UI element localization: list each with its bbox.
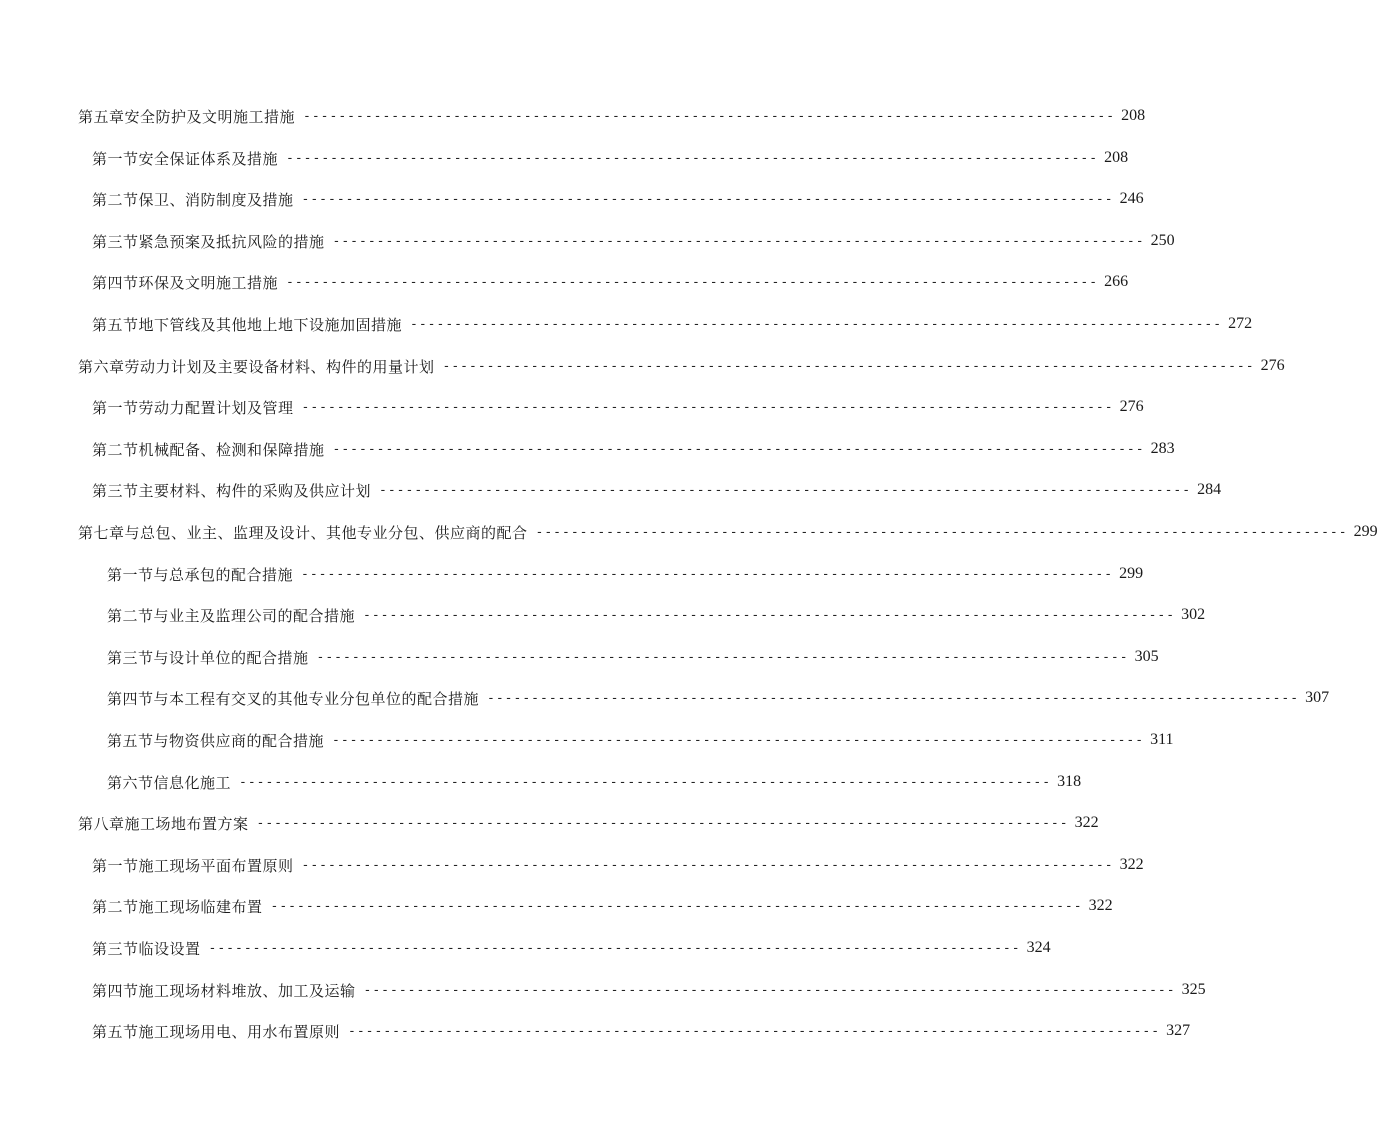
entry-number: 第二节 [107, 606, 154, 625]
entry-number: 第七章 [78, 523, 125, 542]
dot-leader: -------------------------------------------------------------------------------------------- [363, 982, 1176, 998]
dot-leader: -------------------------------------------------------------------------------------------- [270, 898, 1083, 914]
entry-number: 第六章 [78, 357, 125, 376]
entry-number: 第六节 [107, 773, 154, 792]
page-number: 322 [1074, 814, 1099, 831]
toc-entry-section[interactable] [0, 767, 1082, 797]
entry-title: 与总包、业主、监理及设计、其他专业分包、供应商的配合 [124, 523, 528, 542]
page-number: 311 [1150, 731, 1174, 748]
dot-leader: -------------------------------------------------------------------------------------------- [332, 441, 1145, 457]
entry-title: 与物资供应商的配合措施 [153, 731, 325, 750]
toc-entry-section[interactable] [0, 184, 1144, 214]
entry-title: 施工现场材料堆放、加工及运输 [138, 981, 356, 1000]
toc-entry-section[interactable] [0, 475, 1222, 505]
toc-entry-section[interactable] [0, 600, 1206, 630]
page-number: 266 [1104, 273, 1129, 290]
dot-leader: -------------------------------------------------------------------------------------------- [256, 815, 1069, 831]
dot-leader: -------------------------------------------------------------------------------------------- [535, 524, 1348, 540]
entry-number: 第二节 [92, 897, 139, 916]
dot-leader: -------------------------------------------------------------------------------------------- [348, 1023, 1161, 1039]
entry-title: 环保及文明施工措施 [138, 273, 279, 292]
entry-title: 与设计单位的配合措施 [153, 648, 309, 667]
dot-leader: -------------------------------------------------------------------------------------------- [301, 857, 1114, 873]
entry-number: 第五章 [78, 107, 125, 126]
page-number: 305 [1134, 648, 1159, 665]
toc-entry-section[interactable] [0, 559, 1144, 589]
dot-leader: -------------------------------------------------------------------------------------------- [379, 482, 1192, 498]
toc-entry-section[interactable] [0, 434, 1175, 464]
entry-title: 临设设置 [138, 939, 201, 958]
page-number: 324 [1026, 939, 1051, 956]
entry-title: 信息化施工 [153, 773, 232, 792]
toc-entry-chapter-6[interactable] [0, 351, 1285, 381]
entry-number: 第一节 [92, 149, 139, 168]
toc-entry-section[interactable] [0, 850, 1144, 880]
entry-title: 安全保证体系及措施 [138, 149, 279, 168]
dot-leader: -------------------------------------------------------------------------------------------- [239, 774, 1052, 790]
dot-leader: -------------------------------------------------------------------------------------------- [332, 233, 1145, 249]
entry-title: 紧急预案及抵抗风险的措施 [138, 232, 325, 251]
dot-leader: -------------------------------------------------------------------------------------------- [286, 150, 1099, 166]
page-number: 208 [1121, 107, 1146, 124]
page-number: 284 [1197, 481, 1222, 498]
toc-entry-section[interactable] [0, 683, 1330, 713]
entry-number: 第三节 [92, 232, 139, 251]
toc-entry-chapter-8[interactable] [0, 808, 1099, 838]
page-number: 299 [1119, 565, 1144, 582]
toc-entry-chapter-7[interactable] [0, 517, 1378, 547]
dot-leader: -------------------------------------------------------------------------------------------- [301, 399, 1114, 415]
page-number: 276 [1119, 398, 1144, 415]
dot-leader: -------------------------------------------------------------------------------------------- [316, 649, 1129, 665]
entry-title: 与业主及监理公司的配合措施 [153, 606, 356, 625]
entry-title: 地下管线及其他地上地下设施加固措施 [138, 315, 403, 334]
dot-leader: -------------------------------------------------------------------------------------------- [301, 191, 1114, 207]
dot-leader: -------------------------------------------------------------------------------------------- [286, 274, 1099, 290]
toc-entry-section[interactable] [0, 267, 1129, 297]
toc-entry-section[interactable] [0, 975, 1206, 1005]
dot-leader: -------------------------------------------------------------------------------------------- [303, 108, 1116, 124]
entry-title: 安全防护及文明施工措施 [124, 107, 296, 126]
page-number: 272 [1228, 315, 1253, 332]
toc-entry-section[interactable] [0, 891, 1113, 921]
entry-title: 保卫、消防制度及措施 [138, 190, 294, 209]
page-number: 299 [1353, 523, 1378, 540]
dot-leader: -------------------------------------------------------------------------------------------- [487, 690, 1300, 706]
page-number: 327 [1166, 1022, 1191, 1039]
entry-number: 第一节 [107, 565, 154, 584]
entry-title: 与本工程有交叉的其他专业分包单位的配合措施 [153, 689, 480, 708]
entry-number: 第三节 [92, 481, 139, 500]
toc-entry-section[interactable] [0, 1016, 1191, 1046]
entry-number: 第四节 [107, 689, 154, 708]
entry-number: 第五节 [92, 1022, 139, 1041]
dot-leader: -------------------------------------------------------------------------------------------- [301, 566, 1114, 582]
page-number: 322 [1119, 856, 1144, 873]
toc-entry-section[interactable] [0, 392, 1144, 422]
dot-leader: -------------------------------------------------------------------------------------------- [410, 316, 1223, 332]
page-number: 325 [1181, 981, 1206, 998]
entry-number: 第八章 [78, 814, 125, 833]
page-number: 246 [1119, 190, 1144, 207]
page-number: 318 [1057, 773, 1082, 790]
entry-title: 施工场地布置方案 [124, 814, 249, 833]
entry-title: 劳动力配置计划及管理 [138, 398, 294, 417]
entry-number: 第二节 [92, 440, 139, 459]
entry-title: 施工现场平面布置原则 [138, 856, 294, 875]
toc-entry-section[interactable] [0, 226, 1175, 256]
entry-number: 第一节 [92, 398, 139, 417]
page-number: 250 [1150, 232, 1175, 249]
entry-title: 施工现场临建布置 [138, 897, 263, 916]
page-number: 276 [1260, 357, 1285, 374]
entry-title: 劳动力计划及主要设备材料、构件的用量计划 [124, 357, 435, 376]
toc-entry-section[interactable] [0, 642, 1159, 672]
page-number: 302 [1181, 606, 1206, 623]
entry-number: 第五节 [107, 731, 154, 750]
page-number: 283 [1150, 440, 1175, 457]
entry-title: 施工现场用电、用水布置原则 [138, 1022, 341, 1041]
entry-number: 第五节 [92, 315, 139, 334]
entry-title: 主要材料、构件的采购及供应计划 [138, 481, 372, 500]
dot-leader: -------------------------------------------------------------------------------------------- [363, 607, 1176, 623]
toc-entry-section[interactable] [0, 933, 1051, 963]
entry-title: 机械配备、检测和保障措施 [138, 440, 325, 459]
page-number: 307 [1305, 689, 1330, 706]
dot-leader: -------------------------------------------------------------------------------------------- [332, 732, 1145, 748]
entry-number: 第一节 [92, 856, 139, 875]
toc-entry-section[interactable] [0, 143, 1129, 173]
entry-number: 第四节 [92, 273, 139, 292]
dot-leader: -------------------------------------------------------------------------------------------- [208, 940, 1021, 956]
entry-number: 第二节 [92, 190, 139, 209]
entry-number: 第四节 [92, 981, 139, 1000]
dot-leader: -------------------------------------------------------------------------------------------- [442, 358, 1255, 374]
entry-number: 第三节 [107, 648, 154, 667]
entry-number: 第三节 [92, 939, 139, 958]
toc-entry-section[interactable] [0, 725, 1174, 755]
page-number: 322 [1088, 897, 1113, 914]
toc-entry-chapter-5[interactable] [0, 101, 1146, 131]
entry-title: 与总承包的配合措施 [153, 565, 294, 584]
page-number: 208 [1104, 149, 1129, 166]
toc-entry-section[interactable] [0, 309, 1253, 339]
